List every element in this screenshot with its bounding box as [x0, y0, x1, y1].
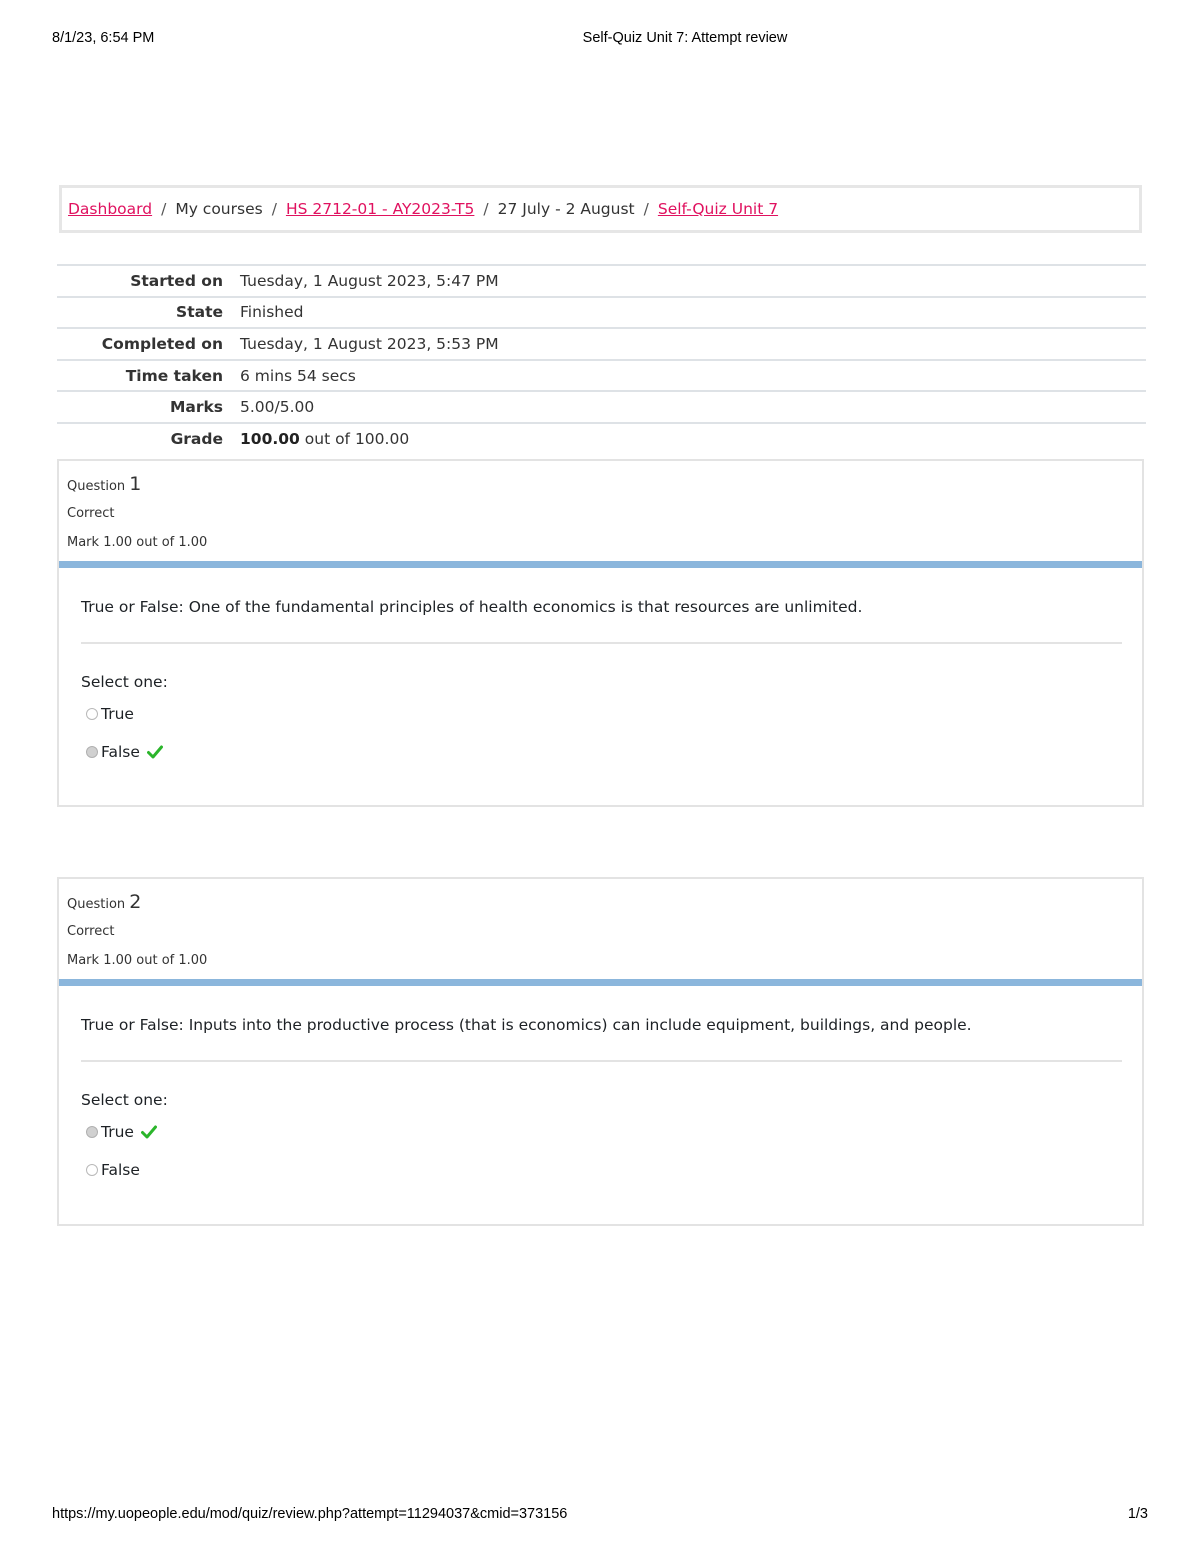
- answer-prompt: Select one:: [81, 1091, 168, 1109]
- answer-option-true[interactable]: [86, 705, 134, 723]
- answer-prompt: Select one:: [81, 673, 168, 691]
- question-text: True or False: Inputs into the productive process (that is economics) can include equipment, buildings, and people.: [81, 1016, 972, 1034]
- question-2: [57, 877, 1144, 1226]
- answer-option-true[interactable]: [86, 1123, 157, 1141]
- question-content: [59, 568, 1142, 805]
- radio-button[interactable]: [86, 708, 98, 720]
- question-divider: [81, 1060, 1122, 1062]
- answer-option-label: True: [101, 705, 134, 723]
- question-mark: Mark 1.00 out of 1.00: [67, 535, 208, 550]
- answer-option-false[interactable]: [86, 1161, 140, 1179]
- summary-value: 6 mins 54 secs: [240, 366, 356, 385]
- print-header: [52, 30, 1148, 50]
- question-1: [57, 459, 1144, 807]
- print-date: 8/1/23, 6:54 PM: [52, 30, 155, 46]
- question-label: Question: [67, 897, 126, 912]
- breadcrumb-separator: /: [271, 200, 277, 218]
- print-page-number: 1/3: [1127, 1506, 1148, 1522]
- summary-value: Tuesday, 1 August 2023, 5:53 PM: [240, 334, 499, 353]
- question-label: Question: [67, 479, 126, 494]
- summary-row-marks: [57, 390, 1146, 422]
- summary-label: Started on: [130, 271, 223, 290]
- question-divider: [81, 642, 1122, 644]
- question-content: [59, 986, 1142, 1224]
- summary-row-grade: [57, 422, 1146, 454]
- answer-option-false[interactable]: [86, 743, 163, 761]
- question-state: Correct: [67, 506, 115, 521]
- question-info: [59, 461, 1142, 561]
- answer-option-label: False: [101, 743, 140, 761]
- print-footer: [52, 1506, 1148, 1526]
- question-info: [59, 879, 1142, 979]
- breadcrumb-quiz-link[interactable]: Self-Quiz Unit 7: [657, 200, 779, 218]
- question-text: True or False: One of the fundamental principles of health economics is that resources are unlimited.: [81, 598, 863, 616]
- breadcrumb-separator: /: [483, 200, 489, 218]
- summary-label: Marks: [169, 398, 223, 417]
- summary-row-started: [57, 264, 1146, 296]
- radio-button-selected[interactable]: [86, 1126, 98, 1138]
- breadcrumb-dashboard-link[interactable]: Dashboard: [68, 200, 153, 218]
- summary-label: Time taken: [125, 366, 223, 385]
- grade-score: 100.00: [240, 429, 300, 448]
- breadcrumb-my-courses: My courses: [175, 200, 263, 218]
- summary-value: Tuesday, 1 August 2023, 5:47 PM: [240, 271, 499, 290]
- question-number-value: 1: [129, 473, 142, 495]
- breadcrumb: [59, 185, 1142, 233]
- correct-check-icon: [147, 745, 163, 759]
- summary-row-time: [57, 359, 1146, 391]
- grade-suffix: out of 100.00: [304, 429, 410, 448]
- question-state: Correct: [67, 924, 115, 939]
- answer-option-label: True: [101, 1123, 134, 1141]
- question-accent-bar: [59, 979, 1142, 986]
- breadcrumb-week: 27 July - 2 August: [497, 200, 635, 218]
- question-mark: Mark 1.00 out of 1.00: [67, 953, 208, 968]
- print-url: https://my.uopeople.edu/mod/quiz/review.php?attempt=11294037&cmid=373156: [52, 1506, 568, 1522]
- radio-button[interactable]: [86, 1164, 98, 1176]
- summary-value: Finished: [240, 303, 304, 322]
- summary-label: Grade: [170, 429, 223, 448]
- answer-option-label: False: [101, 1161, 140, 1179]
- question-number: [67, 891, 141, 913]
- summary-row-state: [57, 296, 1146, 328]
- summary-value: 5.00/5.00: [240, 398, 315, 417]
- correct-check-icon: [141, 1125, 157, 1139]
- summary-label: State: [176, 303, 223, 322]
- question-number-value: 2: [129, 891, 142, 913]
- summary-value: [223, 430, 409, 448]
- radio-button-selected[interactable]: [86, 746, 98, 758]
- breadcrumb-course-link[interactable]: HS 2712-01 - AY2023-T5: [285, 200, 475, 218]
- breadcrumb-separator: /: [643, 200, 649, 218]
- question-accent-bar: [59, 561, 1142, 568]
- summary-label: Completed on: [101, 334, 223, 353]
- print-title: Self-Quiz Unit 7: Attempt review: [582, 30, 788, 46]
- question-number: [67, 473, 141, 495]
- summary-row-completed: [57, 327, 1146, 359]
- attempt-summary-table: [57, 264, 1146, 454]
- breadcrumb-separator: /: [161, 200, 167, 218]
